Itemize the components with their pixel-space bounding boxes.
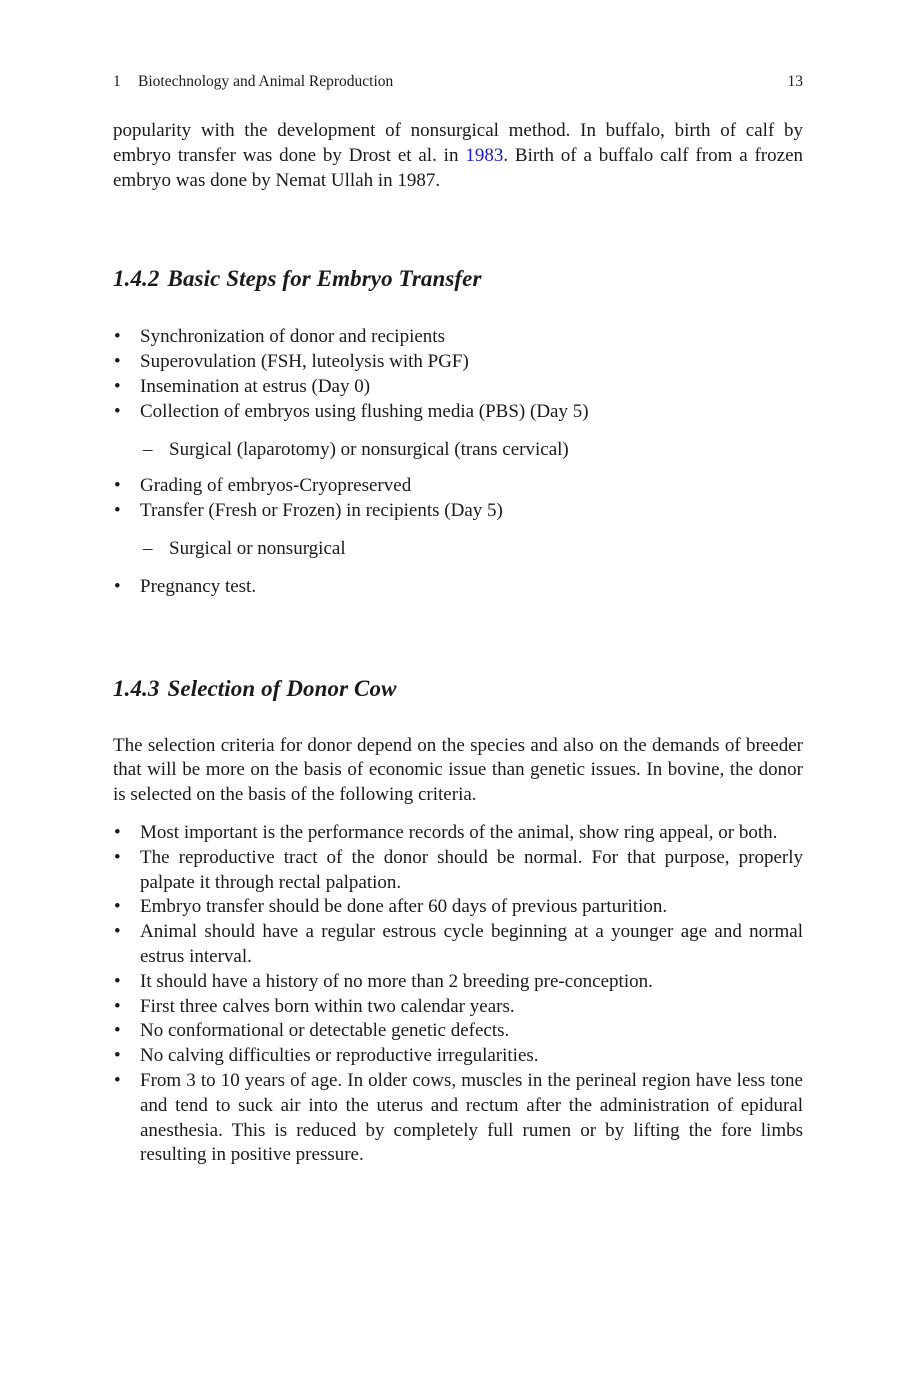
dash-icon: – bbox=[143, 537, 153, 559]
bullet-icon: • bbox=[114, 500, 121, 522]
bullet-icon: • bbox=[114, 846, 121, 868]
list-item: • From 3 to 10 years of age. In older cows, muscles in the perineal region have less tone and tend to suck air into the uterus and rectum after the administration of epidural anesthesia. This is reduced by completely full rumen or by lifting the fore limbs resulting in positive pressure. bbox=[114, 1069, 803, 1166]
bullet-icon: • bbox=[114, 1045, 121, 1067]
bullet-icon: • bbox=[114, 400, 121, 422]
list-item: • Embryo transfer should be done after 60 days of previous parturition. bbox=[113, 895, 803, 920]
dash-icon: – bbox=[143, 438, 153, 460]
list-item: • Pregnancy test. bbox=[113, 575, 803, 600]
bullet-icon: • bbox=[114, 1020, 121, 1042]
section-title: Basic Steps for Embryo Transfer bbox=[167, 266, 482, 292]
embryo-transfer-substeps-list-1 bbox=[113, 438, 803, 463]
bullet-icon: • bbox=[114, 475, 121, 497]
bullet-icon: • bbox=[114, 575, 121, 597]
embryo-transfer-steps-list-1 bbox=[113, 325, 803, 424]
bullet-icon: • bbox=[114, 375, 121, 397]
citation-link-1983[interactable]: 1983 bbox=[465, 144, 504, 166]
page-number: 13 bbox=[787, 73, 803, 90]
bullet-icon: • bbox=[114, 1069, 121, 1091]
bullet-icon: • bbox=[114, 995, 121, 1017]
running-head bbox=[113, 72, 803, 92]
bullet-icon: • bbox=[114, 326, 121, 348]
bullet-icon: • bbox=[114, 821, 121, 843]
intro-paragraph bbox=[113, 119, 803, 193]
list-item: • Grading of embryos-Cryopreserved bbox=[113, 474, 803, 499]
sub-list-item: – Surgical (laparotomy) or nonsurgical (trans cervical) bbox=[113, 438, 803, 463]
list-item: • Collection of embryos using flushing media (PBS) (Day 5) bbox=[113, 400, 803, 425]
section-number: 1.4.3 bbox=[113, 675, 160, 701]
embryo-transfer-substeps-list-2 bbox=[113, 537, 803, 562]
section-title: Selection of Donor Cow bbox=[167, 675, 397, 701]
section-heading-1-4-3 bbox=[113, 675, 803, 703]
intro-text-end: . Birth of a buffalo calf from a frozen embryo was done by Nemat Ullah in 1987. bbox=[113, 144, 804, 191]
section-number: 1.4.2 bbox=[113, 266, 160, 292]
list-item: • Synchronization of donor and recipients bbox=[113, 325, 803, 350]
donor-criteria-list bbox=[113, 821, 803, 1168]
list-item: • No calving difficulties or reproductive irregularities. bbox=[113, 1044, 803, 1069]
donor-selection-paragraph: The selection criteria for donor depend on the species and also on the demands of breeder that will be more on the basis of economic issue than genetic issues. In bovine, the donor is selected on the basis of the following criteria. bbox=[113, 734, 803, 806]
list-item: • Animal should have a regular estrous cycle beginning at a younger age and normal estrus interval. bbox=[114, 921, 803, 967]
embryo-transfer-steps-list-3 bbox=[113, 575, 803, 600]
list-item: • Most important is the performance records of the animal, show ring appeal, or both. bbox=[113, 821, 803, 846]
list-item: • No conformational or detectable genetic defects. bbox=[113, 1019, 803, 1044]
section-heading-1-4-2 bbox=[113, 265, 803, 293]
list-item: • Transfer (Fresh or Frozen) in recipients (Day 5) bbox=[113, 499, 803, 524]
list-item: • Superovulation (FSH, luteolysis with PGF) bbox=[113, 350, 803, 375]
chapter-title: Biotechnology and Animal Reproduction bbox=[138, 73, 394, 90]
list-item: • The reproductive tract of the donor should be normal. For that purpose, properly palpate it through rectal palpation. bbox=[114, 846, 803, 893]
bullet-icon: • bbox=[114, 351, 121, 373]
embryo-transfer-steps-list-2 bbox=[113, 474, 803, 524]
list-item: • Insemination at estrus (Day 0) bbox=[113, 375, 803, 400]
bullet-icon: • bbox=[114, 921, 121, 943]
bullet-icon: • bbox=[114, 970, 121, 992]
page-body bbox=[113, 119, 803, 1168]
bullet-icon: • bbox=[114, 896, 121, 918]
list-item: • First three calves born within two calendar years. bbox=[113, 995, 803, 1020]
intro-text-start: popularity with the development of nonsurgical method. In buffalo, birth of calf by embryo transfer was done by Drost et al. in bbox=[113, 120, 803, 166]
chapter-number: 1 bbox=[113, 73, 121, 90]
sub-list-item: – Surgical or nonsurgical bbox=[113, 537, 803, 562]
list-item: • It should have a history of no more than 2 breeding pre-conception. bbox=[113, 970, 803, 995]
